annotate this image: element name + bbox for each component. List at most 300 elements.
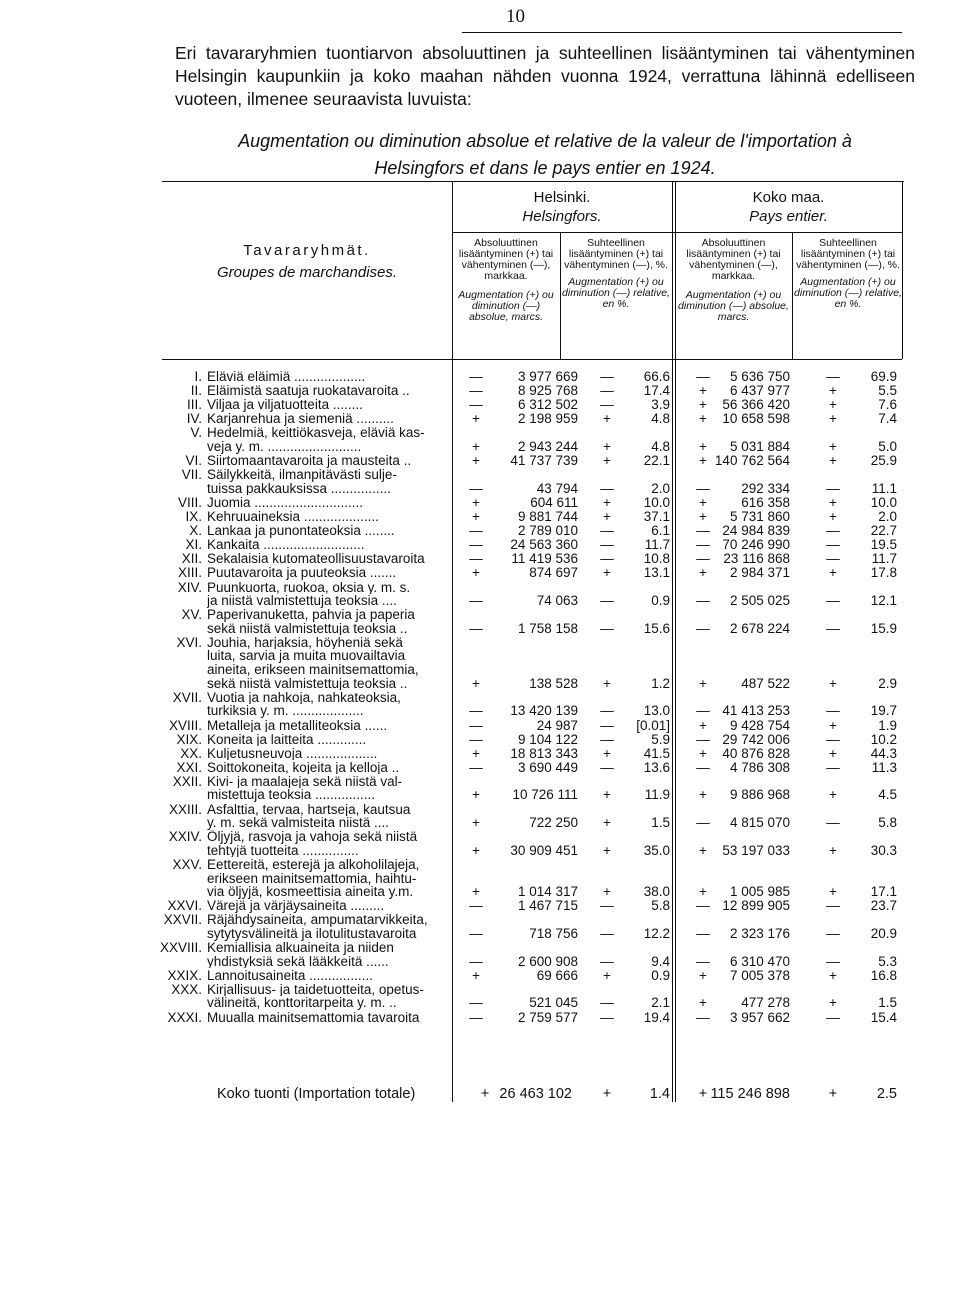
table-row xyxy=(162,538,902,552)
table-row xyxy=(162,983,902,1010)
cell-h-abs-sign: + xyxy=(472,815,480,831)
row-number: VII. xyxy=(181,467,202,483)
k-abs-header xyxy=(677,238,790,323)
row-number: XX. xyxy=(180,745,202,761)
row-label xyxy=(207,941,453,968)
table-row xyxy=(162,566,902,580)
cell-k-abs: 41 413 253 xyxy=(722,703,790,719)
row-label-line: via öljyjä, kosmeettisia aineita y.m. xyxy=(207,885,414,899)
cell-k-rel: 19.7 xyxy=(870,703,897,719)
row-label xyxy=(207,636,453,690)
row-label xyxy=(207,370,453,384)
cell-h-rel-sign: — xyxy=(600,925,614,941)
row-label-line: Karjanrehua ja siemeniä .......... xyxy=(207,412,394,426)
cell-h-abs: 138 528 xyxy=(529,675,578,691)
cell-h-rel: 0.9 xyxy=(651,593,670,609)
row-label-line: Öljyjä, rasvoja ja vahoja sekä niistä xyxy=(207,830,418,844)
row-label-line: Soittokoneita, kojeita ja kelloja .. xyxy=(207,760,400,775)
cell-h-abs-sign: — xyxy=(469,537,483,553)
table-row xyxy=(162,412,902,426)
cell-k-abs: 70 246 990 xyxy=(722,537,790,553)
row-label-line: Siirtomaantavaroita ja mausteita .. xyxy=(207,454,412,468)
cell-h-rel-sign: — xyxy=(600,898,614,914)
cell-k-abs-sign: — xyxy=(696,815,710,831)
cell-h-abs: 6 312 502 xyxy=(517,397,578,413)
cell-k-abs: 23 116 868 xyxy=(723,551,790,567)
total-k-abs-sign: + xyxy=(698,1086,708,1102)
cell-k-abs: 6 310 470 xyxy=(729,953,790,969)
intro-french xyxy=(175,128,915,182)
cell-h-rel: 2.1 xyxy=(651,995,670,1011)
table-row xyxy=(162,761,902,775)
cell-h-abs-sign: — xyxy=(469,995,483,1011)
row-number: I. xyxy=(194,369,202,384)
helsinki-label: Helsinki. xyxy=(533,189,591,206)
cell-k-abs: 2 984 371 xyxy=(729,565,790,581)
cell-h-rel-sign: + xyxy=(603,815,611,831)
row-label xyxy=(207,581,453,608)
row-label-line: ja niistä valmistettuja teoksia .... xyxy=(207,594,397,608)
helsingfors-label: Helsingfors. xyxy=(522,208,602,225)
cell-k-abs: 2 678 224 xyxy=(729,620,790,636)
cell-h-rel: 6.1 xyxy=(651,523,670,539)
row-label-line: Kehruuaineksia .................... xyxy=(207,510,379,524)
row-label xyxy=(207,747,453,761)
h-abs-header xyxy=(454,238,558,323)
intro-finnish: Eri tavararyhmien tuontiarvon absoluuttinen ja suhteellinen lisääntyminen tai vähentyminen Helsingin kaupunkiin ja koko maahan nähden vuonna 1924, verrattuna lähinnä edelliseen vuoteen, ilmenee seuraavista luvuista: xyxy=(175,43,915,109)
cell-h-rel-sign: + xyxy=(603,787,611,803)
cell-k-rel: 69.9 xyxy=(870,369,897,384)
cell-h-rel-sign: — xyxy=(600,620,614,636)
cell-k-abs-sign: — xyxy=(696,523,710,539)
cell-k-abs-sign: + xyxy=(699,675,707,691)
row-label-line: erikseen mainitsemattomia, haihtu- xyxy=(207,871,417,886)
row-label-line: turkiksia y. m. ................... xyxy=(207,704,364,718)
helsinki-header xyxy=(452,188,672,226)
row-label-line: Puutavaroita ja puuteoksia ....... xyxy=(207,566,397,580)
cell-h-rel: 12.2 xyxy=(643,925,670,941)
cell-h-rel: 19.4 xyxy=(643,1009,670,1025)
row-label-line: Kirjallisuus- ja taidetuotteita, opetus- xyxy=(207,982,424,997)
cell-h-abs-sign: — xyxy=(469,593,483,609)
cell-k-rel: 5.8 xyxy=(878,815,897,831)
cell-k-rel: 16.8 xyxy=(870,967,897,983)
cell-h-rel: 22.1 xyxy=(643,453,670,469)
cell-h-abs-sign: + xyxy=(472,842,480,858)
cell-k-rel: 11.7 xyxy=(871,551,897,567)
cell-h-abs: 24 987 xyxy=(536,717,578,733)
row-label-line: Metalleja ja metalliteoksia ...... xyxy=(207,718,388,733)
row-number: XIV. xyxy=(177,579,202,595)
cell-k-abs: 2 323 176 xyxy=(729,925,790,941)
cell-h-abs-sign: + xyxy=(472,438,480,454)
h-rel-header xyxy=(562,238,670,310)
cell-k-abs-sign: — xyxy=(696,593,710,609)
table-row xyxy=(162,454,902,468)
cell-h-rel: 37.1 xyxy=(643,509,670,524)
row-label-line: Lankaa ja punontateoksia ........ xyxy=(207,524,395,538)
cell-k-rel-sign: + xyxy=(829,995,837,1011)
row-label-line: Koneita ja laitteita ............. xyxy=(207,732,367,747)
table-row xyxy=(159,940,902,969)
cell-k-abs-sign: + xyxy=(699,787,707,803)
cell-h-abs-sign: — xyxy=(469,620,483,636)
total-h-abs: 26 463 102 xyxy=(499,1086,572,1102)
cell-k-abs: 9 428 754 xyxy=(729,717,790,733)
cell-h-abs-sign: — xyxy=(469,717,483,733)
cell-h-rel: [0.01] xyxy=(636,717,670,733)
row-number: II. xyxy=(190,383,202,399)
cell-k-abs-sign: — xyxy=(696,925,710,941)
cell-k-abs-sign: + xyxy=(699,383,707,399)
cell-k-abs-sign: — xyxy=(696,551,710,567)
cell-k-abs-sign: — xyxy=(696,620,710,636)
cell-h-abs: 3 690 449 xyxy=(517,759,578,775)
row-label-line: Puunkuorta, ruokoa, oksia y. m. s. xyxy=(207,580,411,595)
table-row xyxy=(162,803,902,830)
row-label-line: välineitä, konttoritarpeita y. m. .. xyxy=(207,996,397,1011)
row-label-line: Säilykkeitä, ilmanpitävästi sulje- xyxy=(207,468,397,482)
cell-h-abs: 9 104 122 xyxy=(517,731,578,747)
row-label xyxy=(207,858,453,899)
row-label-line: Räjähdysaineita, ampumatarvikkeita, xyxy=(207,913,428,927)
cell-k-abs-sign: + xyxy=(699,995,707,1011)
table-row xyxy=(162,608,902,635)
cell-h-rel-sign: — xyxy=(600,717,614,733)
total-h-abs-sign: + xyxy=(480,1086,490,1102)
table-row xyxy=(162,581,902,608)
cell-h-rel-sign: — xyxy=(600,369,614,384)
cell-h-abs: 41 737 739 xyxy=(510,453,578,469)
cell-h-rel: 66.6 xyxy=(643,369,670,384)
cell-k-abs-sign: + xyxy=(699,438,707,454)
row-label xyxy=(207,566,453,580)
row-label-line: Sekalaisia kutomateollisuustavaroita xyxy=(207,552,425,566)
table-row xyxy=(162,858,902,899)
cell-k-rel: 1.5 xyxy=(878,995,897,1011)
row-label-line: Paperivanuketta, pahvia ja paperia xyxy=(207,608,415,622)
cell-h-abs-sign: — xyxy=(469,369,483,384)
cell-k-rel-sign: — xyxy=(826,593,840,609)
row-label-line: Jouhia, harjaksia, höyheniä sekä xyxy=(207,635,403,650)
groups-header-fi: Tavararyhmät. xyxy=(243,242,371,259)
row-number: XXIV. xyxy=(168,829,202,845)
cell-h-abs-sign: + xyxy=(472,675,480,691)
cell-h-rel: 11.7 xyxy=(644,537,670,553)
cell-k-rel: 30.3 xyxy=(870,842,897,858)
cell-h-rel-sign: — xyxy=(600,593,614,609)
cell-k-rel: 1.9 xyxy=(878,717,897,733)
row-label xyxy=(207,384,453,398)
table-row xyxy=(162,370,902,384)
cell-h-rel: 15.6 xyxy=(643,620,670,636)
row-label-line: Kankaita ........................... xyxy=(207,538,365,552)
row-label-line: yhdistyksiä sekä lääkkeitä ...... xyxy=(207,954,389,969)
row-number: VI. xyxy=(185,453,202,469)
cell-k-rel-sign: — xyxy=(826,759,840,775)
cell-h-abs-sign: — xyxy=(469,551,483,567)
row-label xyxy=(207,468,453,495)
cell-h-abs: 69 666 xyxy=(536,967,578,983)
cell-h-abs-sign: + xyxy=(472,509,480,524)
row-label xyxy=(207,775,453,802)
row-number: IX. xyxy=(185,509,202,524)
cell-k-rel: 22.7 xyxy=(870,523,897,539)
cell-k-rel: 7.4 xyxy=(878,411,897,427)
cell-k-rel: 11.3 xyxy=(871,759,897,775)
cell-h-abs: 1 014 317 xyxy=(517,884,578,900)
row-label-line: Vuotia ja nahkoja, nahkateoksia, xyxy=(207,690,401,705)
h-abs-header-fr: Augmentation (+) ou diminution (—) absolue, marcs. xyxy=(458,289,554,323)
cell-k-rel: 5.3 xyxy=(878,953,897,969)
cell-h-rel-sign: — xyxy=(600,480,614,496)
intro-french-line-1: Augmentation ou diminution absolue et relative de la valeur de l'importation à xyxy=(238,131,852,151)
cell-k-rel-sign: — xyxy=(826,523,840,539)
row-number: XXVIII. xyxy=(159,940,202,956)
cell-k-abs: 4 786 308 xyxy=(729,759,790,775)
cell-h-abs-sign: — xyxy=(469,925,483,941)
groups-header xyxy=(162,240,452,284)
cell-k-rel-sign: + xyxy=(829,787,837,803)
cell-k-abs-sign: + xyxy=(699,565,707,581)
cell-k-abs: 9 886 968 xyxy=(729,787,790,803)
cell-h-abs-sign: — xyxy=(469,523,483,539)
cell-h-abs-sign: — xyxy=(469,759,483,775)
cell-k-abs: 5 031 884 xyxy=(729,438,790,454)
cell-k-rel-sign: + xyxy=(829,675,837,691)
cell-k-rel: 20.9 xyxy=(870,925,897,941)
cell-k-rel: 10.2 xyxy=(870,731,897,747)
cell-k-abs-sign: + xyxy=(699,509,707,524)
cell-k-abs-sign: — xyxy=(696,703,710,719)
cell-h-abs: 2 600 908 xyxy=(517,953,578,969)
cell-h-rel: 13.0 xyxy=(643,703,670,719)
cell-k-rel: 17.8 xyxy=(870,565,897,581)
cell-k-rel-sign: — xyxy=(826,480,840,496)
cell-h-rel-sign: + xyxy=(603,842,611,858)
cell-h-abs-sign: + xyxy=(472,411,480,427)
cell-k-rel-sign: — xyxy=(826,551,840,567)
row-label-line: Viljaa ja viljatuotteita ........ xyxy=(207,398,363,412)
cell-k-rel: 15.9 xyxy=(870,620,897,636)
cell-h-rel-sign: — xyxy=(600,551,614,567)
total-k-rel: 2.5 xyxy=(876,1086,897,1102)
row-label xyxy=(207,761,453,775)
cell-h-rel: 1.5 xyxy=(651,815,670,831)
cell-k-rel: 7.6 xyxy=(878,397,897,413)
total-h-rel: 1.4 xyxy=(649,1086,670,1102)
row-label xyxy=(207,398,453,412)
cell-h-rel-sign: — xyxy=(600,759,614,775)
cell-k-abs: 29 742 006 xyxy=(722,731,790,747)
row-label-line: Asfalttia, tervaa, hartseja, kautsua xyxy=(207,802,411,817)
cell-h-rel-sign: + xyxy=(603,675,611,691)
cell-k-rel-sign: — xyxy=(826,1009,840,1025)
table-row xyxy=(162,524,902,538)
cell-h-abs: 604 611 xyxy=(530,494,578,510)
cell-k-abs: 5 636 750 xyxy=(729,369,790,384)
cell-k-rel: 23.7 xyxy=(870,898,897,914)
cell-h-rel: 41.5 xyxy=(643,745,670,761)
row-label xyxy=(207,1011,453,1025)
cell-h-abs-sign: + xyxy=(472,745,480,761)
row-number: XXV. xyxy=(172,857,202,872)
cell-h-rel-sign: — xyxy=(600,1009,614,1025)
cell-h-rel-sign: — xyxy=(600,995,614,1011)
cell-h-abs: 74 063 xyxy=(536,593,578,609)
cell-h-abs: 722 250 xyxy=(529,815,578,831)
cell-h-rel: 13.6 xyxy=(643,759,670,775)
row-number: XXVII. xyxy=(163,912,202,928)
row-label xyxy=(207,608,453,635)
cell-k-rel-sign: — xyxy=(826,815,840,831)
table-row xyxy=(162,969,902,983)
cell-h-rel-sign: + xyxy=(603,411,611,427)
cell-k-abs-sign: + xyxy=(699,453,707,469)
cell-h-abs: 10 726 111 xyxy=(512,787,578,803)
cell-k-abs-sign: + xyxy=(699,397,707,413)
groups-header-fr: Groupes de marchandises. xyxy=(216,264,398,281)
cell-k-rel-sign: + xyxy=(829,565,837,581)
row-label xyxy=(207,454,453,468)
cell-h-rel: 38.0 xyxy=(643,884,670,900)
row-number: III. xyxy=(186,397,202,413)
cell-h-rel: 5.8 xyxy=(651,898,670,914)
cell-k-rel: 5.5 xyxy=(878,383,897,399)
cell-k-rel: 2.0 xyxy=(878,509,897,524)
cell-h-rel-sign: + xyxy=(603,884,611,900)
cell-k-abs-sign: — xyxy=(696,1009,710,1025)
table-row xyxy=(162,899,902,913)
cell-k-abs: 477 278 xyxy=(741,995,790,1011)
cell-h-abs: 1 467 715 xyxy=(517,898,578,914)
total-h-rel-sign: + xyxy=(602,1086,612,1102)
table-row xyxy=(162,398,902,412)
cell-h-rel-sign: + xyxy=(603,494,611,510)
row-number: XXVI. xyxy=(167,898,202,914)
cell-k-rel-sign: + xyxy=(829,509,837,524)
cell-h-abs-sign: — xyxy=(469,397,483,413)
cell-h-rel-sign: + xyxy=(603,509,611,524)
row-label xyxy=(207,496,453,510)
cell-k-rel: 25.9 xyxy=(870,453,897,469)
table-row xyxy=(162,691,902,718)
table-row xyxy=(162,552,902,566)
cell-k-rel-sign: + xyxy=(829,453,837,469)
cell-k-abs: 7 005 378 xyxy=(729,967,790,983)
cell-k-abs-sign: — xyxy=(696,953,710,969)
cell-k-rel-sign: — xyxy=(826,620,840,636)
header-rule xyxy=(452,232,902,233)
row-label-line: Eettereitä, esterejä ja alkoholilajeja, xyxy=(207,858,420,872)
cell-k-abs: 5 731 860 xyxy=(729,509,790,524)
cell-k-abs-sign: — xyxy=(696,369,710,384)
cell-k-abs: 53 197 033 xyxy=(722,842,790,858)
cell-k-rel-sign: + xyxy=(829,494,837,510)
header-bottom-rule xyxy=(162,359,902,360)
row-label xyxy=(207,538,453,552)
cell-h-rel: 4.8 xyxy=(651,438,670,454)
cell-k-abs-sign: + xyxy=(699,494,707,510)
page-number: 10 xyxy=(506,6,525,27)
row-label-line: Juomia ............................. xyxy=(207,495,364,510)
cell-h-abs: 2 759 577 xyxy=(517,1009,578,1025)
cell-k-rel: 44.3 xyxy=(870,745,897,761)
cell-h-abs: 9 881 744 xyxy=(517,509,578,524)
row-label-line: Muualla mainitsemattomia tavaroita xyxy=(207,1010,420,1025)
cell-k-rel-sign: — xyxy=(826,731,840,747)
row-label-line: y. m. sekä valmisteita niistä .... xyxy=(207,816,390,830)
cell-h-abs: 13 420 139 xyxy=(510,703,578,719)
cell-k-rel: 15.4 xyxy=(870,1009,897,1025)
cell-k-rel-sign: — xyxy=(826,925,840,941)
row-number: XV. xyxy=(181,607,202,623)
cell-k-rel-sign: + xyxy=(829,397,837,413)
k-rel-header xyxy=(794,238,902,310)
row-label-line: Kuljetusneuvoja ................... xyxy=(207,746,378,761)
table-row xyxy=(162,426,902,453)
cell-h-abs-sign: + xyxy=(472,884,480,900)
cell-h-abs: 8 925 768 xyxy=(517,383,578,399)
cell-h-abs: 24 563 360 xyxy=(510,537,578,553)
row-label-line: Hedelmiä, keittiökasveja, eläviä kas- xyxy=(207,426,425,440)
row-label xyxy=(207,830,453,857)
cell-h-abs: 874 697 xyxy=(529,565,578,581)
row-label xyxy=(207,510,453,524)
table-row xyxy=(162,747,902,761)
cell-h-abs-sign: — xyxy=(469,703,483,719)
table-top-rule xyxy=(162,181,904,182)
cell-h-abs: 718 756 xyxy=(529,925,578,941)
total-label: Koko tuonti (Importation totale) xyxy=(217,1086,416,1102)
cell-h-abs: 2 789 010 xyxy=(517,523,578,539)
row-number: X. xyxy=(189,523,202,539)
row-label xyxy=(207,969,453,983)
row-number: XXI. xyxy=(176,759,202,775)
cell-k-rel: 5.0 xyxy=(878,438,897,454)
cell-k-rel: 2.9 xyxy=(878,675,897,691)
cell-k-rel-sign: + xyxy=(829,438,837,454)
total-k-rel-sign: + xyxy=(828,1086,838,1102)
row-number: XII. xyxy=(181,551,202,567)
row-number: VIII. xyxy=(177,494,202,510)
cell-h-abs-sign: — xyxy=(469,953,483,969)
cell-k-rel-sign: — xyxy=(826,703,840,719)
cell-h-abs-sign: + xyxy=(472,453,480,469)
cell-h-rel: 3.9 xyxy=(651,397,670,413)
cell-k-rel-sign: + xyxy=(829,842,837,858)
row-label-line: luita, sarvia ja muita muovailtavia xyxy=(207,649,406,664)
row-label xyxy=(207,899,453,913)
row-number: XI. xyxy=(185,537,202,553)
cell-k-abs-sign: + xyxy=(699,717,707,733)
cell-k-abs: 4 815 070 xyxy=(729,815,790,831)
col-divider xyxy=(792,232,793,359)
row-number: V. xyxy=(190,425,202,441)
table-row xyxy=(162,496,902,510)
cell-h-abs: 2 943 244 xyxy=(517,438,578,454)
k-abs-header-fi: Absoluuttinen lisääntyminen (+) tai vähentyminen (—), markkaa. xyxy=(686,237,781,282)
cell-k-abs-sign: — xyxy=(696,537,710,553)
cell-k-rel-sign: — xyxy=(826,898,840,914)
cell-k-abs: 12 899 905 xyxy=(722,898,790,914)
row-number: XIII. xyxy=(177,565,202,581)
cell-k-abs: 292 334 xyxy=(741,480,790,496)
total-k-abs: 115 246 898 xyxy=(710,1086,790,1102)
intro-french-line-2: Helsingfors et dans le pays entier en 1924. xyxy=(374,158,716,178)
row-label-line: Lannoitusaineita ................. xyxy=(207,968,373,983)
cell-k-rel-sign: + xyxy=(829,967,837,983)
